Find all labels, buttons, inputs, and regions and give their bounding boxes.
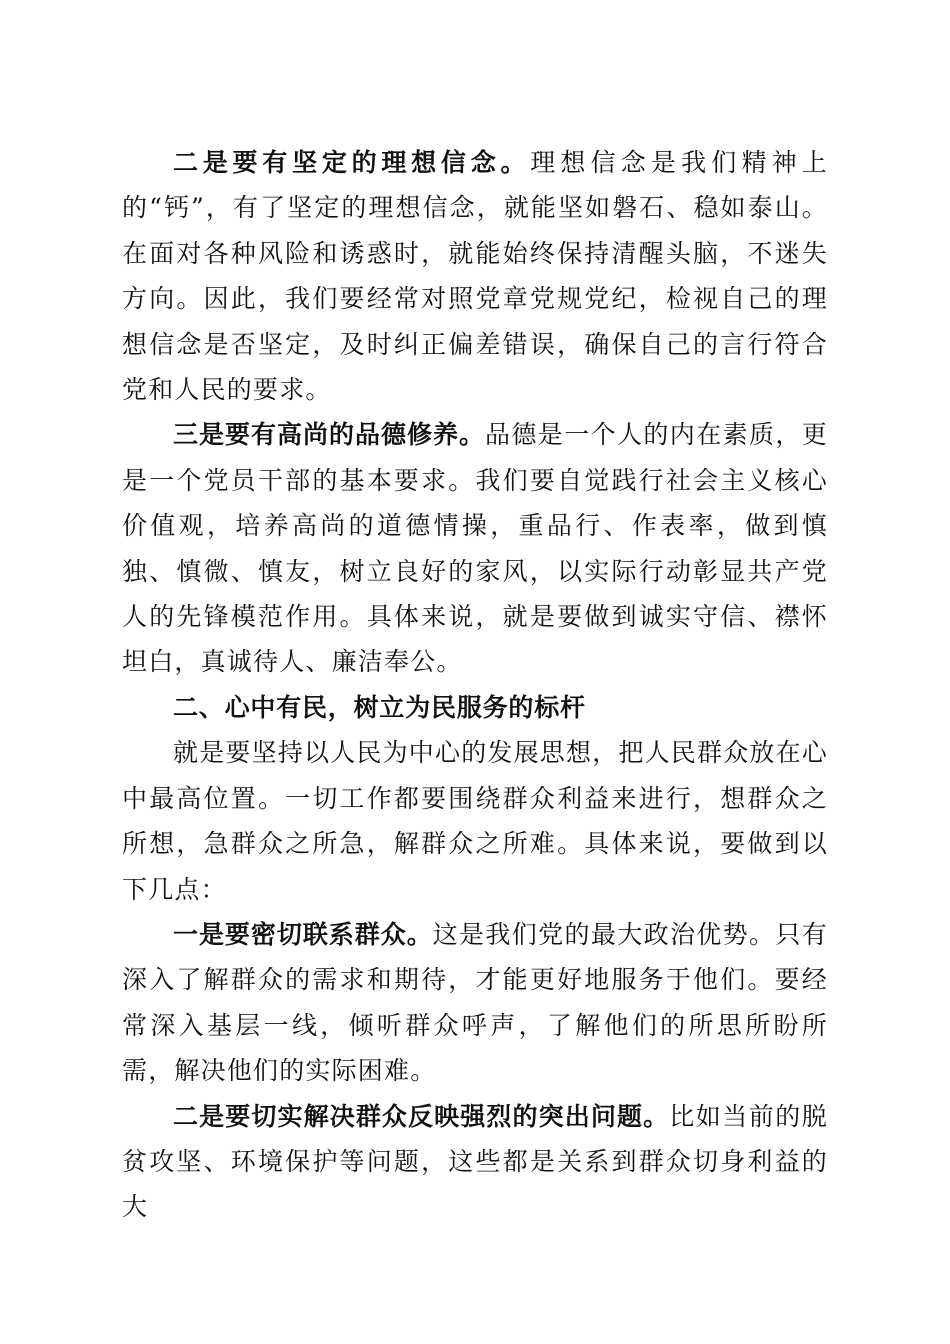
paragraph-lead: 二是要切实解决群众反映强烈的突出问题。 <box>173 1101 670 1131</box>
paragraph-lead: 一是要密切联系群众。 <box>173 919 433 949</box>
paragraph-text: 理想信念是我们精神上的“钙”，有了坚定的理想信念，就能坚如磐石、稳如泰山。在面对各种风险和诱惑时，就能始终保持清醒头脑，不迷失方向。因此，我们要经常对照党章党规党纪，检视自己的理想信念是否坚定，及时纠正偏差错误，确保自己的言行符合党和人民的要求。 <box>122 148 828 405</box>
paragraph-text: 这是我们党的最大政治优势。只有深入了解群众的需求和期待，才能更好地服务于他们。要经常深入基层一线，倾听群众呼声，了解他们的所思所盼所需，解决他们的实际困难。 <box>122 919 828 1086</box>
paragraph-lead: 三是要有高尚的品德修养。 <box>173 420 485 450</box>
paragraph-people-centered <box>122 730 828 912</box>
paragraph-text: 比如当前的脱贫攻坚、环境保护等问题，这些都是关系到群众切身利益的大 <box>122 1101 829 1222</box>
paragraph-text: 品德是一个人的内在素质，更是一个党员干部的基本要求。我们要自觉践行社会主义核心价值观，培养高尚的道德情操，重品行、作表率，做到慎独、慎微、慎友，树立良好的家风，以实际行动彰显共产党人的先锋模范作用。具体来说，就是要做到诚实守信、襟怀坦白，真诚待人、廉洁奉公。 <box>122 420 828 677</box>
section-heading: 二、心中有民，树立为民服务的标杆 <box>173 692 586 722</box>
document-body <box>122 140 828 1230</box>
paragraph-morality <box>122 412 828 684</box>
paragraph-ideals <box>122 140 828 412</box>
paragraph-text: 就是要坚持以人民为中心的发展思想，把人民群众放在心中最高位置。一切工作都要围绕群众利益来进行，想群众之所想，急群众之所急，解群众之所难。具体来说，要做到以下几点： <box>122 738 829 904</box>
paragraph-contact-masses <box>122 912 828 1094</box>
paragraph-lead: 二是要有坚定的理想信念。 <box>173 148 531 177</box>
paragraph-solve-problems <box>122 1094 828 1230</box>
